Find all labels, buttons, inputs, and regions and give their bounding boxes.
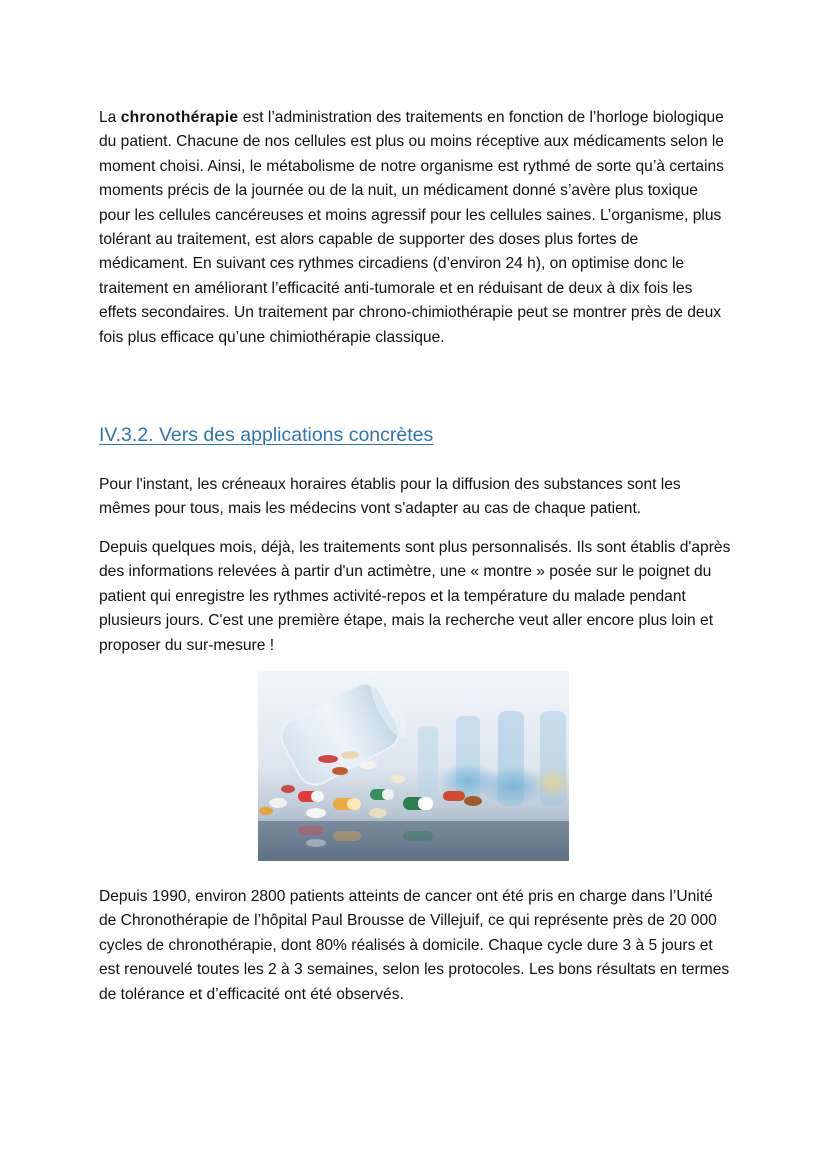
paragraph-lead: La (99, 109, 121, 126)
paragraph-chronotherapy-definition (99, 106, 731, 350)
pills-photo (258, 671, 569, 861)
section-heading[interactable]: IV.3.2. Vers des applications concrètes (99, 424, 434, 446)
paragraph-villejuif-results: Depuis 1990, environ 2800 patients atteints de cancer ont été pris en charge dans l’Unité de Chronothérapie de l’hôpital Paul Brousse de Villejuif, ce qui représente près de 20 000 cycles de chronothérapie, dont 80% réalisés à domicile. Chaque cycle dure 3 à 5 jours et est renouvelé toutes les 2 à 3 semaines, selon les protocoles. Les bons résultats en termes de tolérance et d’efficacité ont été observés. (99, 888, 730, 1003)
paragraph-body: est l’administration des traitements en fonction de l’horloge biologique du patient. Chacune de nos cellules est plus ou moins réceptive aux médicaments selon le moment choisi. Ainsi, le métabolisme de notre organisme est rythmé de sorte qu’à certains moments précis de la journée ou de la nuit, un médicament donné s’avère plus toxique pour les cellules cancéreuses et moins agressif pour les cellules saines. L’organisme, plus tolérant au traitement, est alors capable de supporter des doses plus fortes de médicament. En suivant ces rythmes circadiens (d’environ 24 h), on optimise donc le traitement en améliorant l’efficacité anti-tumorale et en réduisant de deux à dix fois les effets secondaires. Un traitement par chrono-chimiothérapie peut se montrer près de deux fois plus efficace qu’une chimiothérapie classique. (99, 109, 724, 346)
paragraph-time-slots: Pour l'instant, les créneaux horaires établis pour la diffusion des substances sont les mêmes pour tous, mais les médecins vont s'adapter au cas de chaque patient. (99, 476, 681, 518)
paragraph-personalization: Depuis quelques mois, déjà, les traitements sont plus personnalisés. Ils sont établis d'après des informations relevées à partir d'un actimètre, une « montre » posée sur le poignet du patient qui enregistre les rythmes activité-repos et la température du malade pendant plusieurs jours. C'est une première étape, mais la recherche veut aller encore plus loin et proposer du sur-mesure ! (99, 539, 731, 654)
keyword-chronotherapie: chronothérapie (120, 109, 239, 126)
